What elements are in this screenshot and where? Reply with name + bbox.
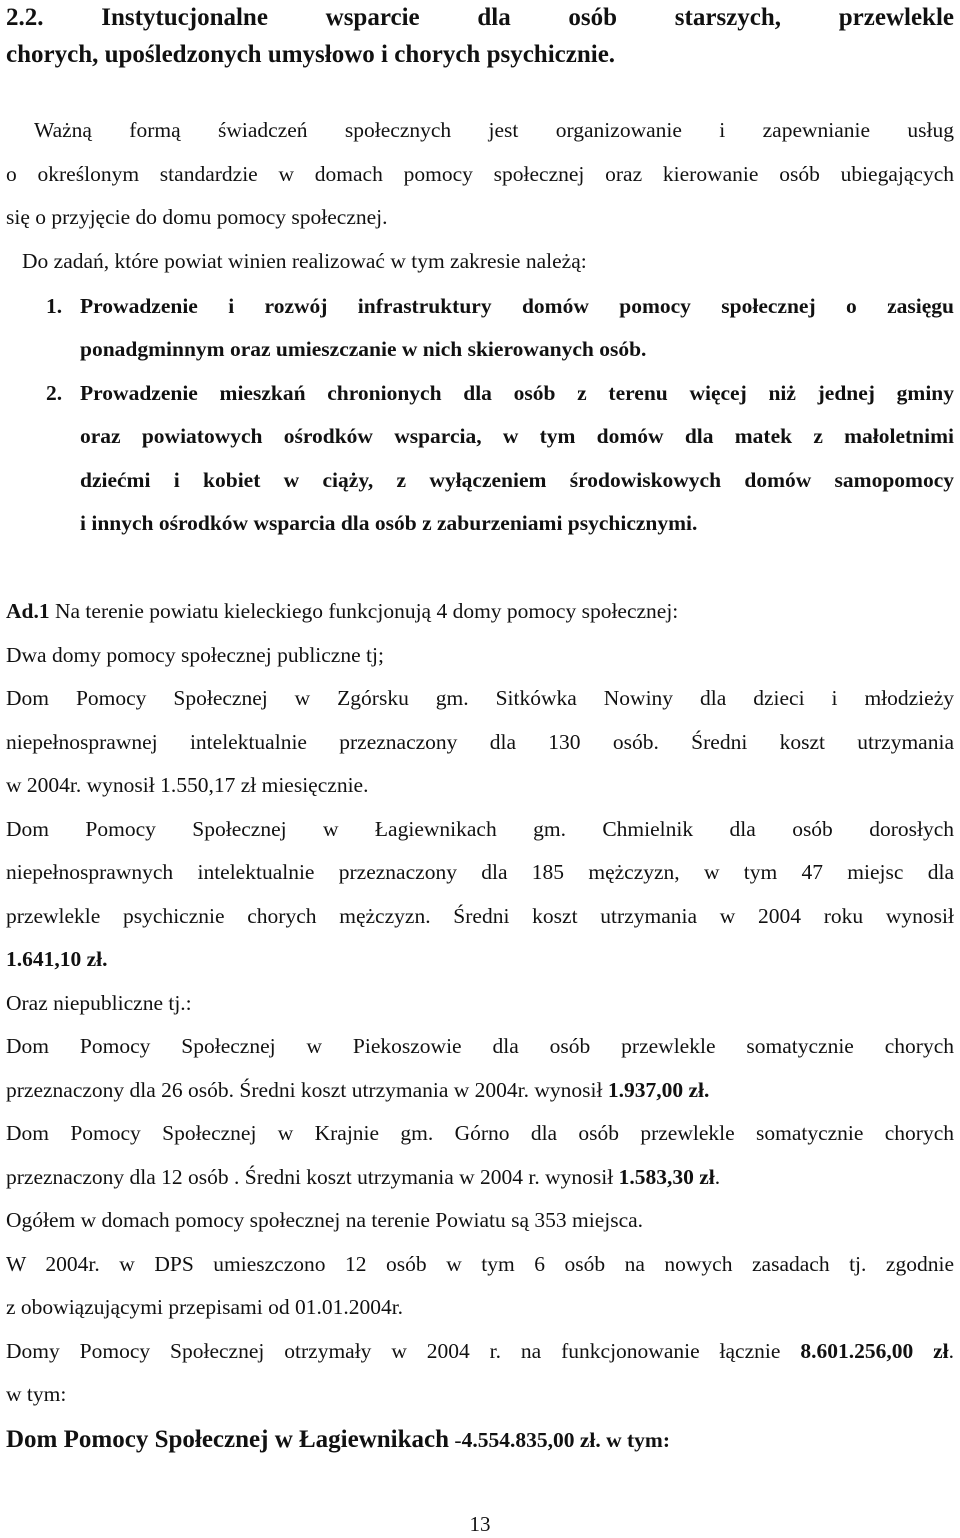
krajno-line-2 [6, 1162, 954, 1192]
krajno-cost: 1.583,30 zł [618, 1165, 715, 1189]
lagiewniki-funding-name: Dom Pomocy Społecznej w Łagiewnikach [6, 1426, 450, 1453]
dps-placements-line-2: z obowiązującymi przepisami od 01.01.2004r. [6, 1295, 404, 1319]
intro-line-3: się o przyjęcie do domu pomocy społecznej. [6, 205, 388, 229]
list-number-1: 1. [46, 294, 63, 318]
list-item-2-line-3: dziećmi i kobiet w ciąży, z wyłączeniem środowiskowych domów samopomocy [80, 468, 954, 492]
zgorsk-line-1: Dom Pomocy Społecznej w Zgórsku gm. Sitkówka Nowiny dla dzieci i młodzieży [6, 686, 954, 710]
list-item-2-line-2: oraz powiatowych ośrodków wsparcia, w tym domów dla matek z małoletnimi [80, 424, 954, 448]
total-places: Ogółem w domach pomocy społecznej na terenie Powiatu są 353 miejsca. [6, 1208, 644, 1232]
lagiewniki-funding-dash: - [449, 1428, 462, 1452]
lagiewniki-funding-amount: 4.554.835,00 zł. w tym: [461, 1428, 670, 1452]
intro-line-2: o określonym standardzie w domach pomocy społecznej oraz kierowanie osób ubiegających [6, 162, 954, 186]
private-homes-intro: Oraz niepubliczne tj.: [6, 991, 192, 1015]
page-number: 13 [469, 1512, 491, 1536]
krajno-line-1: Dom Pomocy Społecznej w Krajnie gm. Górno dla osób przewlekle somatycznie chorych [6, 1121, 954, 1145]
ad1-label: Ad.1 [6, 599, 50, 623]
lagiewniki-line-1: Dom Pomocy Społecznej w Łagiewnikach gm. Chmielnik dla osób dorosłych [6, 817, 954, 841]
piekoszow-text: przeznaczony dla 26 osób. Średni koszt utrzymania w 2004r. wynosił [6, 1078, 608, 1102]
section-heading-line-2: chorych, upośledzonych umysłowo i chorych psychicznie. [6, 41, 616, 68]
list-item-1-line-2: ponadgminnym oraz umieszczanie w nich skierowanych osób. [80, 337, 647, 361]
intro-line-4: Do zadań, które powiat winien realizować w tym zakresie należą: [22, 249, 587, 273]
lagiewniki-funding [6, 1423, 954, 1457]
funding-including: w tym: [6, 1382, 67, 1406]
piekoszow-line-1: Dom Pomocy Społecznej w Piekoszowie dla osób przewlekle somatycznie chorych [6, 1034, 954, 1058]
zgorsk-line-2: niepełnosprawnej intelektualnie przeznaczony dla 130 osób. Średni koszt utrzymania [6, 730, 954, 754]
public-homes-intro: Dwa domy pomocy społecznej publiczne tj; [6, 643, 384, 667]
dps-placements-line-1: W 2004r. w DPS umieszczono 12 osób w tym 6 osób na nowych zasadach tj. zgodnie [6, 1252, 954, 1276]
piekoszow-line-2 [6, 1075, 954, 1105]
lagiewniki-line-2: niepełnosprawnych intelektualnie przeznaczony dla 185 mężczyzn, w tym 47 miejsc dla [6, 860, 954, 884]
krajno-period: . [714, 1165, 721, 1189]
section-heading-line-1: 2.2. Instytucjonalne wsparcie dla osób starszych, przewlekle [6, 4, 954, 31]
funding-total: 8.601.256,00 zł [800, 1339, 949, 1363]
funding-text: Domy Pomocy Społecznej otrzymały w 2004 r. na funkcjonowanie łącznie [6, 1339, 801, 1363]
piekoszow-cost: 1.937,00 zł. [607, 1078, 710, 1102]
lagiewniki-line-3: przewlekle psychicznie chorych mężczyzn. Średni koszt utrzymania w 2004 roku wynosił [6, 904, 954, 928]
list-number-2: 2. [46, 381, 63, 405]
zgorsk-line-3: w 2004r. wynosił 1.550,17 zł miesięcznie. [6, 773, 369, 797]
krajno-text: przeznaczony dla 12 osób . Średni koszt utrzymania w 2004 r. wynosił [6, 1165, 619, 1189]
list-item-2-line-1: Prowadzenie mieszkań chronionych dla osób z terenu więcej niż jednej gminy [80, 381, 954, 405]
funding-line [6, 1336, 954, 1366]
funding-period: . [948, 1339, 954, 1363]
intro-line-1: Ważną formą świadczeń społecznych jest organizowanie i zapewnianie usług [34, 118, 954, 142]
ad1-paragraph [6, 596, 954, 626]
lagiewniki-cost: 1.641,10 zł. [6, 947, 108, 971]
list-item-2-line-4: i innych ośrodków wsparcia dla osób z zaburzeniami psychicznymi. [80, 511, 698, 535]
ad1-text: Na terenie powiatu kieleckiego funkcjonują 4 domy pomocy społecznej: [49, 599, 679, 623]
list-item-1-line-1: Prowadzenie i rozwój infrastruktury domów pomocy społecznej o zasięgu [80, 294, 954, 318]
